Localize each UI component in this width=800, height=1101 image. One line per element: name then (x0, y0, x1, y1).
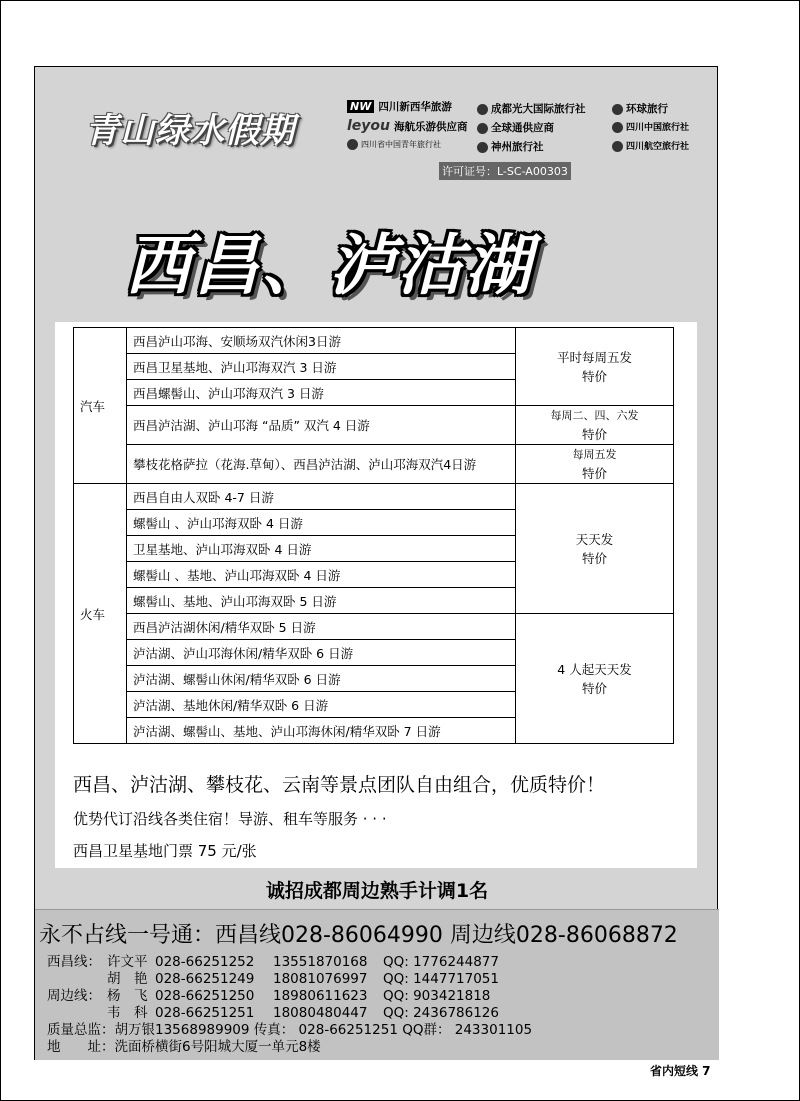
contact-name: 韦 科 (107, 1005, 148, 1021)
route-name: 西昌泸沽湖休闲/精华双卧 5 日游 (127, 614, 516, 640)
price-tag: 特价 (581, 368, 607, 384)
partner-icon (477, 123, 488, 134)
partner-item (347, 118, 468, 134)
partner-name: 环球旅行 (626, 103, 668, 115)
contact-box (35, 909, 719, 1060)
partner-item (612, 120, 689, 133)
route-name: 西昌自由人双卧 4-7 日游 (127, 484, 516, 510)
route-name: 西昌卫星基地、泸山邛海双汽 3 日游 (127, 354, 516, 380)
partner-name: 四川新西华旅游 (378, 101, 452, 113)
contact-mobile: 18980611623 (273, 988, 368, 1004)
route-row (74, 614, 674, 640)
partner-icon (612, 122, 623, 133)
routes-table (73, 327, 674, 744)
contact-mobile: 13551870168 (273, 954, 368, 970)
route-name: 螺髻山 、泸山邛海双卧 4 日游 (127, 510, 516, 536)
contact-name: 杨 飞 (107, 988, 148, 1004)
advertisement (34, 66, 718, 1060)
promo-line-3: 西昌卫星基地门票 75 元/张 (73, 842, 257, 860)
partner-item (477, 120, 554, 135)
partner-icon (612, 104, 623, 115)
contact-tel: 028-66251252 (155, 954, 255, 970)
departure-note (516, 328, 674, 406)
departure-note (516, 614, 674, 744)
partner-item (477, 101, 586, 116)
partner-item (612, 139, 689, 152)
hotline: 永不占线一号通：西昌线028-86064990 周边线028-86068872 (39, 923, 678, 948)
promo-line-1: 西昌、泸沽湖、攀枝花、云南等景点团队自由组合，优质特价！ (73, 774, 606, 796)
departure-schedule: 每周五发 (572, 448, 617, 461)
route-name: 西昌泸山邛海、安顺场双汽休闲3日游 (127, 328, 516, 354)
route-name: 卫星基地、泸山邛海双卧 4 日游 (127, 536, 516, 562)
partner-icon (612, 141, 623, 152)
contact-tel: 028-66251250 (155, 988, 255, 1004)
recruit-notice: 诚招成都周边熟手计调1名 (265, 880, 489, 902)
license-number: 许可证号：L-SC-A00303 (439, 162, 571, 180)
contact-mobile: 18080480447 (273, 1005, 368, 1021)
route-name: 西昌泸沽湖、泸山邛海 “品质” 双汽 4 日游 (127, 406, 516, 445)
price-tag: 特价 (581, 550, 607, 566)
departure-schedule: 每周二、四、六发 (550, 409, 639, 422)
partner-name: 神州旅行社 (491, 141, 544, 153)
contact-name: 许文平 (107, 954, 148, 970)
route-name: 攀枝花格萨拉（花海.草甸）、西昌泸沽湖、泸山邛海双汽4日游 (127, 445, 516, 484)
departure-note (516, 406, 674, 445)
partner-name: 四川航空旅行社 (626, 142, 690, 152)
route-name: 泸沽湖、螺髻山、基地、泸山邛海休闲/精华双卧 7 日游 (127, 718, 516, 744)
departure-schedule: 4 人起天天发 (557, 661, 632, 677)
address-line: 地 址：洗面桥横街6号阳城大厦一单元8楼 (47, 1039, 321, 1055)
price-tag: 特价 (581, 427, 607, 442)
partner-name: 四川省中国青年旅行社 (361, 140, 441, 149)
supervisor-line: 质量总监：胡万银13568989909 传真： 028-66251251 QQ群： 243301105 (47, 1022, 533, 1038)
contact-qq: QQ: 1776244877 (383, 954, 499, 970)
route-name: 西昌螺髻山、泸山邛海双汽 3 日游 (127, 380, 516, 406)
partner-icon (477, 104, 488, 115)
departure-schedule: 平时每周五发 (556, 349, 632, 365)
partner-name: 四川中国旅行社 (626, 123, 690, 133)
partner-mark: leyou (347, 118, 391, 134)
route-row (74, 484, 674, 510)
contact-qq: QQ: 903421818 (383, 988, 491, 1004)
departure-schedule: 天天发 (575, 531, 614, 547)
contact-qq: QQ: 1447717051 (383, 971, 499, 987)
price-tag: 特价 (581, 466, 607, 481)
route-row (74, 445, 674, 484)
page-footer: 省内短线 7 (650, 1064, 711, 1078)
partner-item (477, 139, 544, 154)
departure-note (516, 484, 674, 614)
partner-name: 海航乐游供应商 (394, 121, 468, 133)
contact-name: 胡 艳 (107, 971, 148, 987)
contact-qq: QQ: 2436786126 (383, 1005, 499, 1021)
route-name: 泸沽湖、螺髻山休闲/精华双卧 6 日游 (127, 666, 516, 692)
contact-label: 西昌线： (47, 954, 101, 970)
route-panel (55, 322, 697, 868)
partner-mark: NW (347, 100, 374, 113)
contact-tel: 028-66251249 (155, 971, 255, 987)
brand-logo: 青山绿水假期 (85, 111, 295, 151)
route-name: 螺髻山 、基地、泸山邛海双卧 4 日游 (127, 562, 516, 588)
price-tag: 特价 (581, 680, 607, 696)
route-category: 火车 (74, 484, 127, 744)
contact-mobile: 18081076997 (273, 971, 368, 987)
partner-name: 成都光大国际旅行社 (491, 103, 586, 115)
headline: 西昌、泸沽湖 (125, 227, 533, 304)
route-row (74, 406, 674, 445)
contact-label: 周边线： (47, 988, 101, 1004)
departure-note (516, 445, 674, 484)
partner-icon (347, 139, 358, 150)
partner-item (347, 139, 441, 150)
partner-icon (477, 142, 488, 153)
route-row (74, 328, 674, 354)
route-name: 螺髻山、基地、泸山邛海双卧 5 日游 (127, 588, 516, 614)
promo-line-2: 优势代订沿线各类住宿！导游、租车等服务 · · · (73, 810, 387, 828)
partner-item (612, 101, 668, 116)
partner-item (347, 99, 452, 114)
partner-name: 全球通供应商 (491, 122, 554, 134)
route-category: 汽车 (74, 328, 127, 484)
route-name: 泸沽湖、基地休闲/精华双卧 6 日游 (127, 692, 516, 718)
contact-tel: 028-66251251 (155, 1005, 255, 1021)
route-name: 泸沽湖、泸山邛海休闲/精华双卧 6 日游 (127, 640, 516, 666)
